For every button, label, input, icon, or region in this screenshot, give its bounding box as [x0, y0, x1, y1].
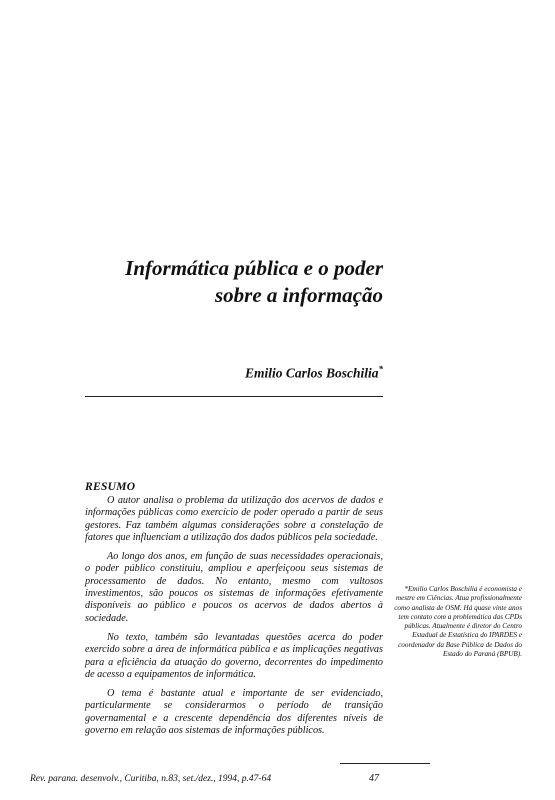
abstract-paragraph: O tema é bastante atual e importante de ser evidenciado, particularmente se considerarmos o período de transição governamental e a crescente dependência dos diferentes níveis de governo em relação aos sistemas de informações públicos. — [85, 688, 383, 737]
footer-divider — [340, 763, 430, 764]
abstract-paragraph: No texto, também são levantadas questões acerca do poder exercido sobre a área de informática pública e as implicações negativas para a eficiência da atuação do governo, decorrentes do impedimento de acesso a equipamentos de informática. — [85, 631, 383, 680]
abstract-paragraph: O autor analisa o problema da utilização dos acervos de dados e informações públicas como exercício de poder operado a partir de seus gestores. Faz também algumas considerações sobre a constelação de fatores que influenciam a utilização dos dados públicos pela sociedade. — [85, 495, 383, 543]
article-title-line-2: sobre a informação — [215, 283, 383, 307]
abstract-heading: RESUMO — [85, 481, 136, 493]
author-footnote: *Emilio Carlos Boschilia é economista e mestre em Ciências. Atua profissionalmente como analista de OSM. Há quase vinte anos tem contato com a problemática das CPDs públicas. Atualmente é diretor do Centro Estadual de Estatística do IPARDES e coordenador da Base Pública de Dados do Estado do Paraná (BPUB). — [394, 585, 522, 659]
author-name: Emilio Carlos Boschilia — [244, 365, 379, 381]
article-title — [125, 255, 383, 309]
author-footnote-marker: * — [378, 364, 383, 374]
abstract-body — [85, 495, 383, 744]
article-title-line-1: Informática pública e o poder — [125, 256, 383, 280]
title-divider — [85, 396, 383, 397]
abstract-paragraph: Ao longo dos anos, em função de suas necessidades operacionais, o poder público constituiu, ampliou e aperfeiçoou seus sistemas de processamento de dados. No entanto, mesmo com vultosos investimentos, são poucos os sistemas de informações efetivamente disponíveis ao público e poucos os acervos de dados abertos à sociedade. — [85, 551, 383, 624]
author-byline — [245, 364, 383, 382]
page-number: 47 — [369, 773, 379, 784]
journal-citation: Rev. parana. desenvolv., Curitiba, n.83, set./dez., 1994, p.47-64 — [30, 774, 272, 784]
